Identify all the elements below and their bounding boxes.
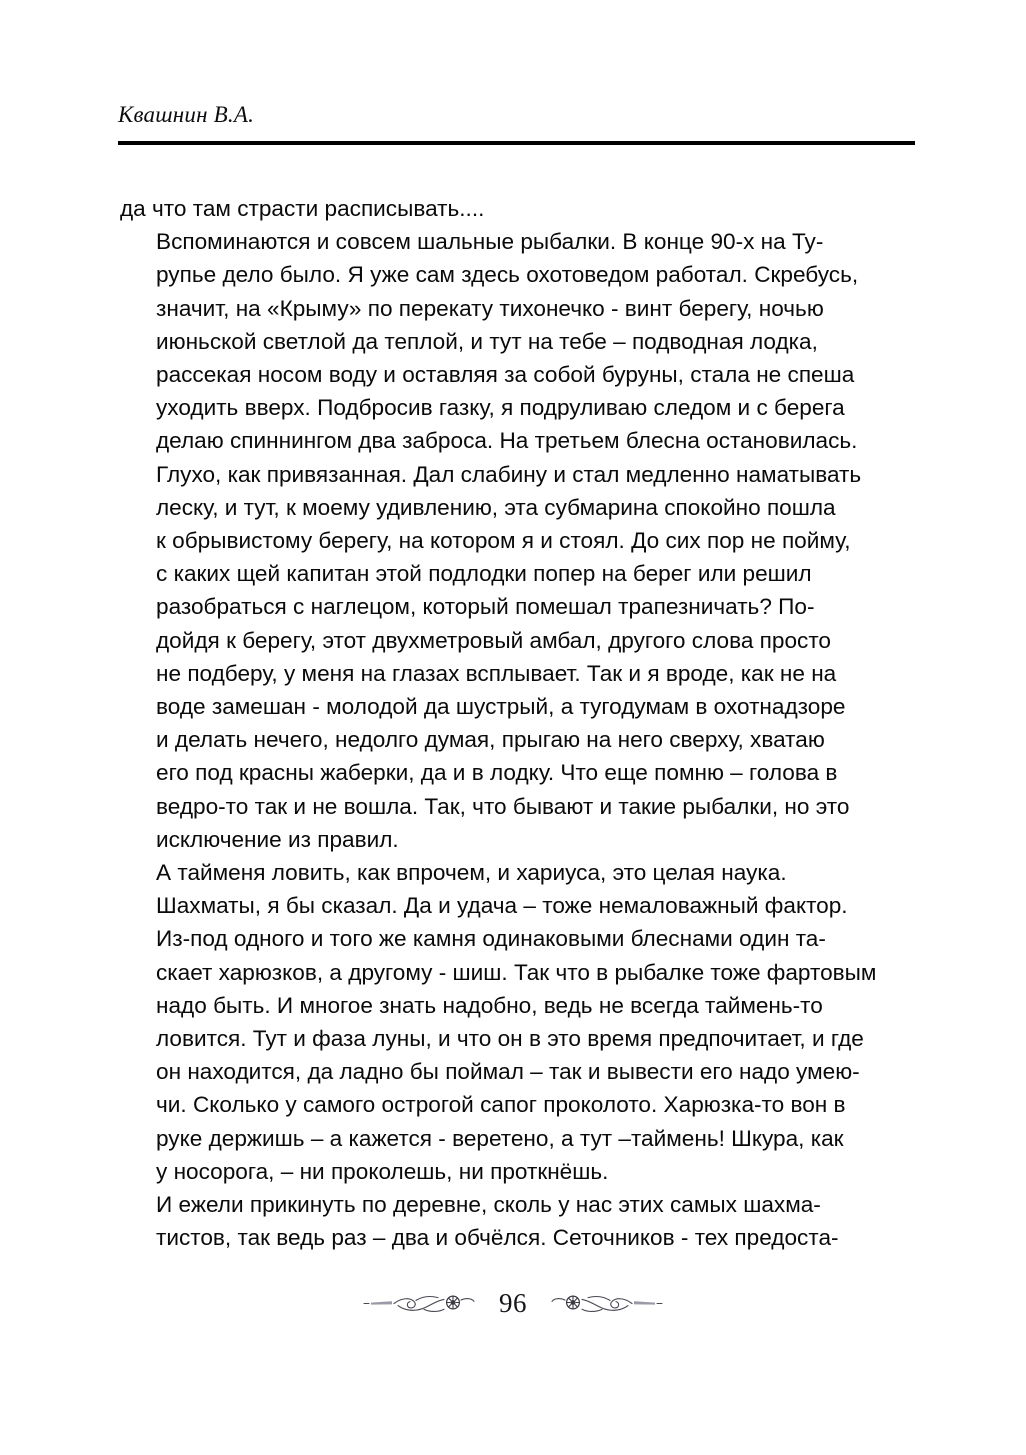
body-text-block [120,192,915,1255]
line: его под красны жаберки, да и в лодку. Что еще помню – голова в [156,760,838,786]
line: И ежели прикинуть по деревне, сколь у нас этих самых шахма- [156,1192,821,1218]
line: и делать нечего, недолго думая, прыгаю на него сверху, хватаю [156,727,825,753]
line: А тайменя ловить, как впрочем, и хариуса, это целая наука. [156,860,787,886]
line: Шахматы, я бы сказал. Да и удача – тоже немаловажный фактор. [156,893,848,919]
line: дойдя к берегу, этот двухметровый амбал, другого слова просто [156,627,831,653]
line: разобраться с наглецом, который помешал трапезничать? По- [156,594,815,620]
line: скает харюзков, а другому - шиш. Так что в рыбалке тоже фартовым [156,959,877,985]
line: рассекая носом воду и оставляя за собой буруны, стала не спеша [156,362,855,388]
line: Глухо, как привязанная. Дал слабину и стал медленно наматывать [156,461,862,487]
line: к обрывистому берегу, на котором я и стоял. До сих пор не пойму, [156,528,851,554]
page-number: 96 [499,1288,527,1318]
line: надо быть. И многое знать надобно, ведь не всегда таймень-то [156,992,823,1018]
floral-ornament-left-icon [358,1286,488,1320]
paragraph-continuation [120,192,915,225]
page-footer [0,1286,1026,1320]
line: леску, и тут, к моему удивлению, эта субмарина спокойно пошла [156,494,836,520]
line: делаю спиннингом два заброса. На третьем блесна остановилась. [156,428,858,454]
line: ведро-то так и не вошла. Так, что бывают и такие рыбалки, но это [156,793,850,819]
paragraph-text: да что там страсти расписывать.... [120,196,485,221]
line: воде замешан - молодой да шустрый, а тугодумам в охотнадзоре [156,694,846,720]
header-rule [118,141,915,145]
line: тистов, так ведь раз – два и обчёлся. Сеточников - тех предоста- [156,1225,839,1251]
line: не подберу, у меня на глазах всплывает. Так и я вроде, как не на [156,660,837,686]
line: у носорога, – ни проколешь, ни проткнёшь. [156,1158,609,1184]
paragraph-village [120,1188,915,1254]
floral-ornament-right-icon [538,1286,668,1320]
line: чи. Сколько у самого острогой сапог проколото. Харюзка-то вон в [156,1092,846,1118]
line: ловится. Тут и фаза луны, и что он в это время предпочитает, и где [156,1026,864,1052]
line: рупье дело было. Я уже сам здесь охотоведом работал. Скребусь, [156,262,859,288]
line: руке держишь – а кажется - веретено, а тут –таймень! Шкура, как [156,1125,844,1151]
line: с каких щей капитан этой подлодки попер на берег или решил [156,561,812,587]
line: он находится, да ладно бы поймал – так и вывести его надо умею- [156,1059,860,1085]
paragraph-submarine [120,225,915,856]
line: значит, на «Крыму» по перекату тихонечко - винт берегу, ночью [156,295,824,321]
line: Из-под одного и того же камня одинаковыми блеснами один та- [156,926,826,952]
running-head-author: Квашнин В.А. [118,102,255,127]
paragraph-taimen [120,856,915,1188]
running-head [118,100,915,130]
line: уходить вверх. Подбросив газку, я подруливаю следом и с берега [156,395,845,421]
line: июньской светлой да теплой, и тут на тебе – подводная лодка, [156,328,818,354]
rosette-glyph [447,1296,460,1309]
line: Вспоминаются и совсем шальные рыбалки. В конце 90-х на Ту- [156,229,824,255]
line: исключение из правил. [156,826,399,852]
rosette-glyph [567,1296,580,1309]
